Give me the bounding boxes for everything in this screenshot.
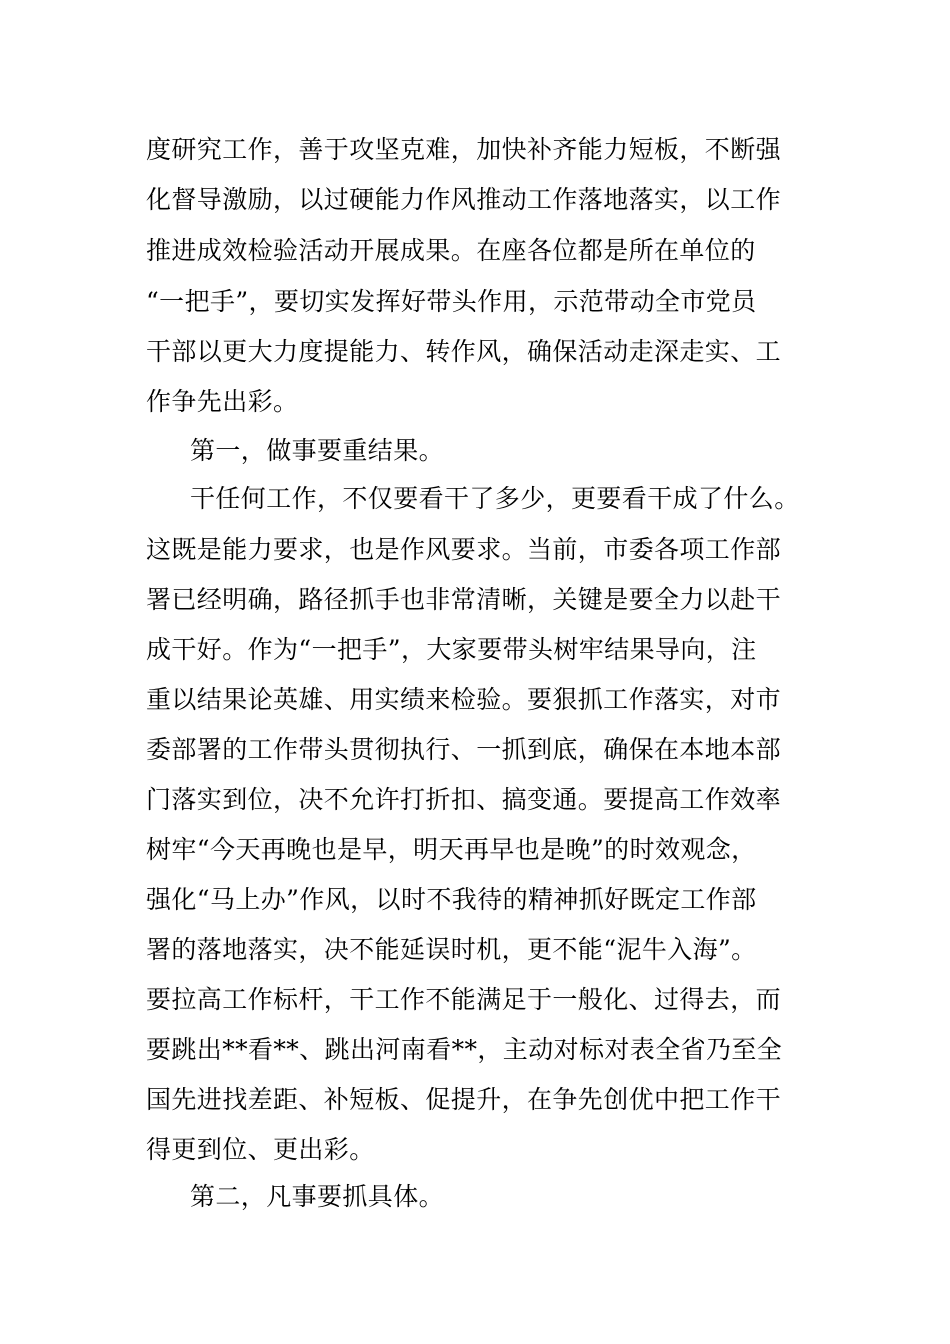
- text-line: 要拉高工作标杆，干工作不能满足于一般化、过得去，而: [146, 985, 782, 1014]
- text-line: 度研究工作，善于攻坚克难，加快补齐能力短板，不断强: [146, 135, 782, 164]
- text-line: 干任何工作，不仅要看干了多少，更要看干成了什么。: [190, 484, 800, 513]
- text-line: 委部署的工作带头贯彻执行、一抓到底，确保在本地本部: [146, 735, 782, 764]
- text-line: 得更到位、更出彩。: [146, 1135, 375, 1164]
- text-line: 署的落地落实，决不能延误时机，更不能“泥牛入海”。: [146, 935, 757, 964]
- text-line: 作争先出彩。: [146, 387, 299, 416]
- text-line: 门落实到位，决不允许打折扣、搞变通。要提高工作效率: [146, 785, 782, 814]
- text-line: 化督导激励，以过硬能力作风推动工作落地落实，以工作: [146, 185, 782, 214]
- text-line: 要跳出**看**、跳出河南看**，主动对标对表全省乃至全: [146, 1035, 783, 1064]
- text-line: 重以结果论英雄、用实绩来检验。要狠抓工作落实，对市: [146, 685, 782, 714]
- text-line: 这既是能力要求，也是作风要求。当前，市委各项工作部: [146, 535, 782, 564]
- text-line: 成干好。作为“一把手”，大家要带头树牢结果导向，注: [146, 635, 757, 664]
- text-line: 干部以更大力度提能力、转作风，确保活动走深走实、工: [146, 337, 782, 366]
- text-line: 推进成效检验活动开展成果。在座各位都是所在单位的: [146, 236, 756, 265]
- section-heading-second: 第二，凡事要抓具体。: [190, 1182, 445, 1211]
- text-line: 树牢“今天再晚也是早，明天再早也是晚”的时效观念，: [146, 835, 757, 864]
- text-line: 国先进找差距、补短板、促提升，在争先创优中把工作干: [146, 1085, 782, 1114]
- text-line: 署已经明确，路径抓手也非常清晰，关键是要全力以赴干: [146, 585, 782, 614]
- text-line: “一把手”，要切实发挥好带头作用，示范带动全市党员: [146, 287, 757, 316]
- text-line: 强化“马上办”作风，以时不我待的精神抓好既定工作部: [146, 885, 757, 914]
- section-heading-first: 第一，做事要重结果。: [190, 436, 445, 465]
